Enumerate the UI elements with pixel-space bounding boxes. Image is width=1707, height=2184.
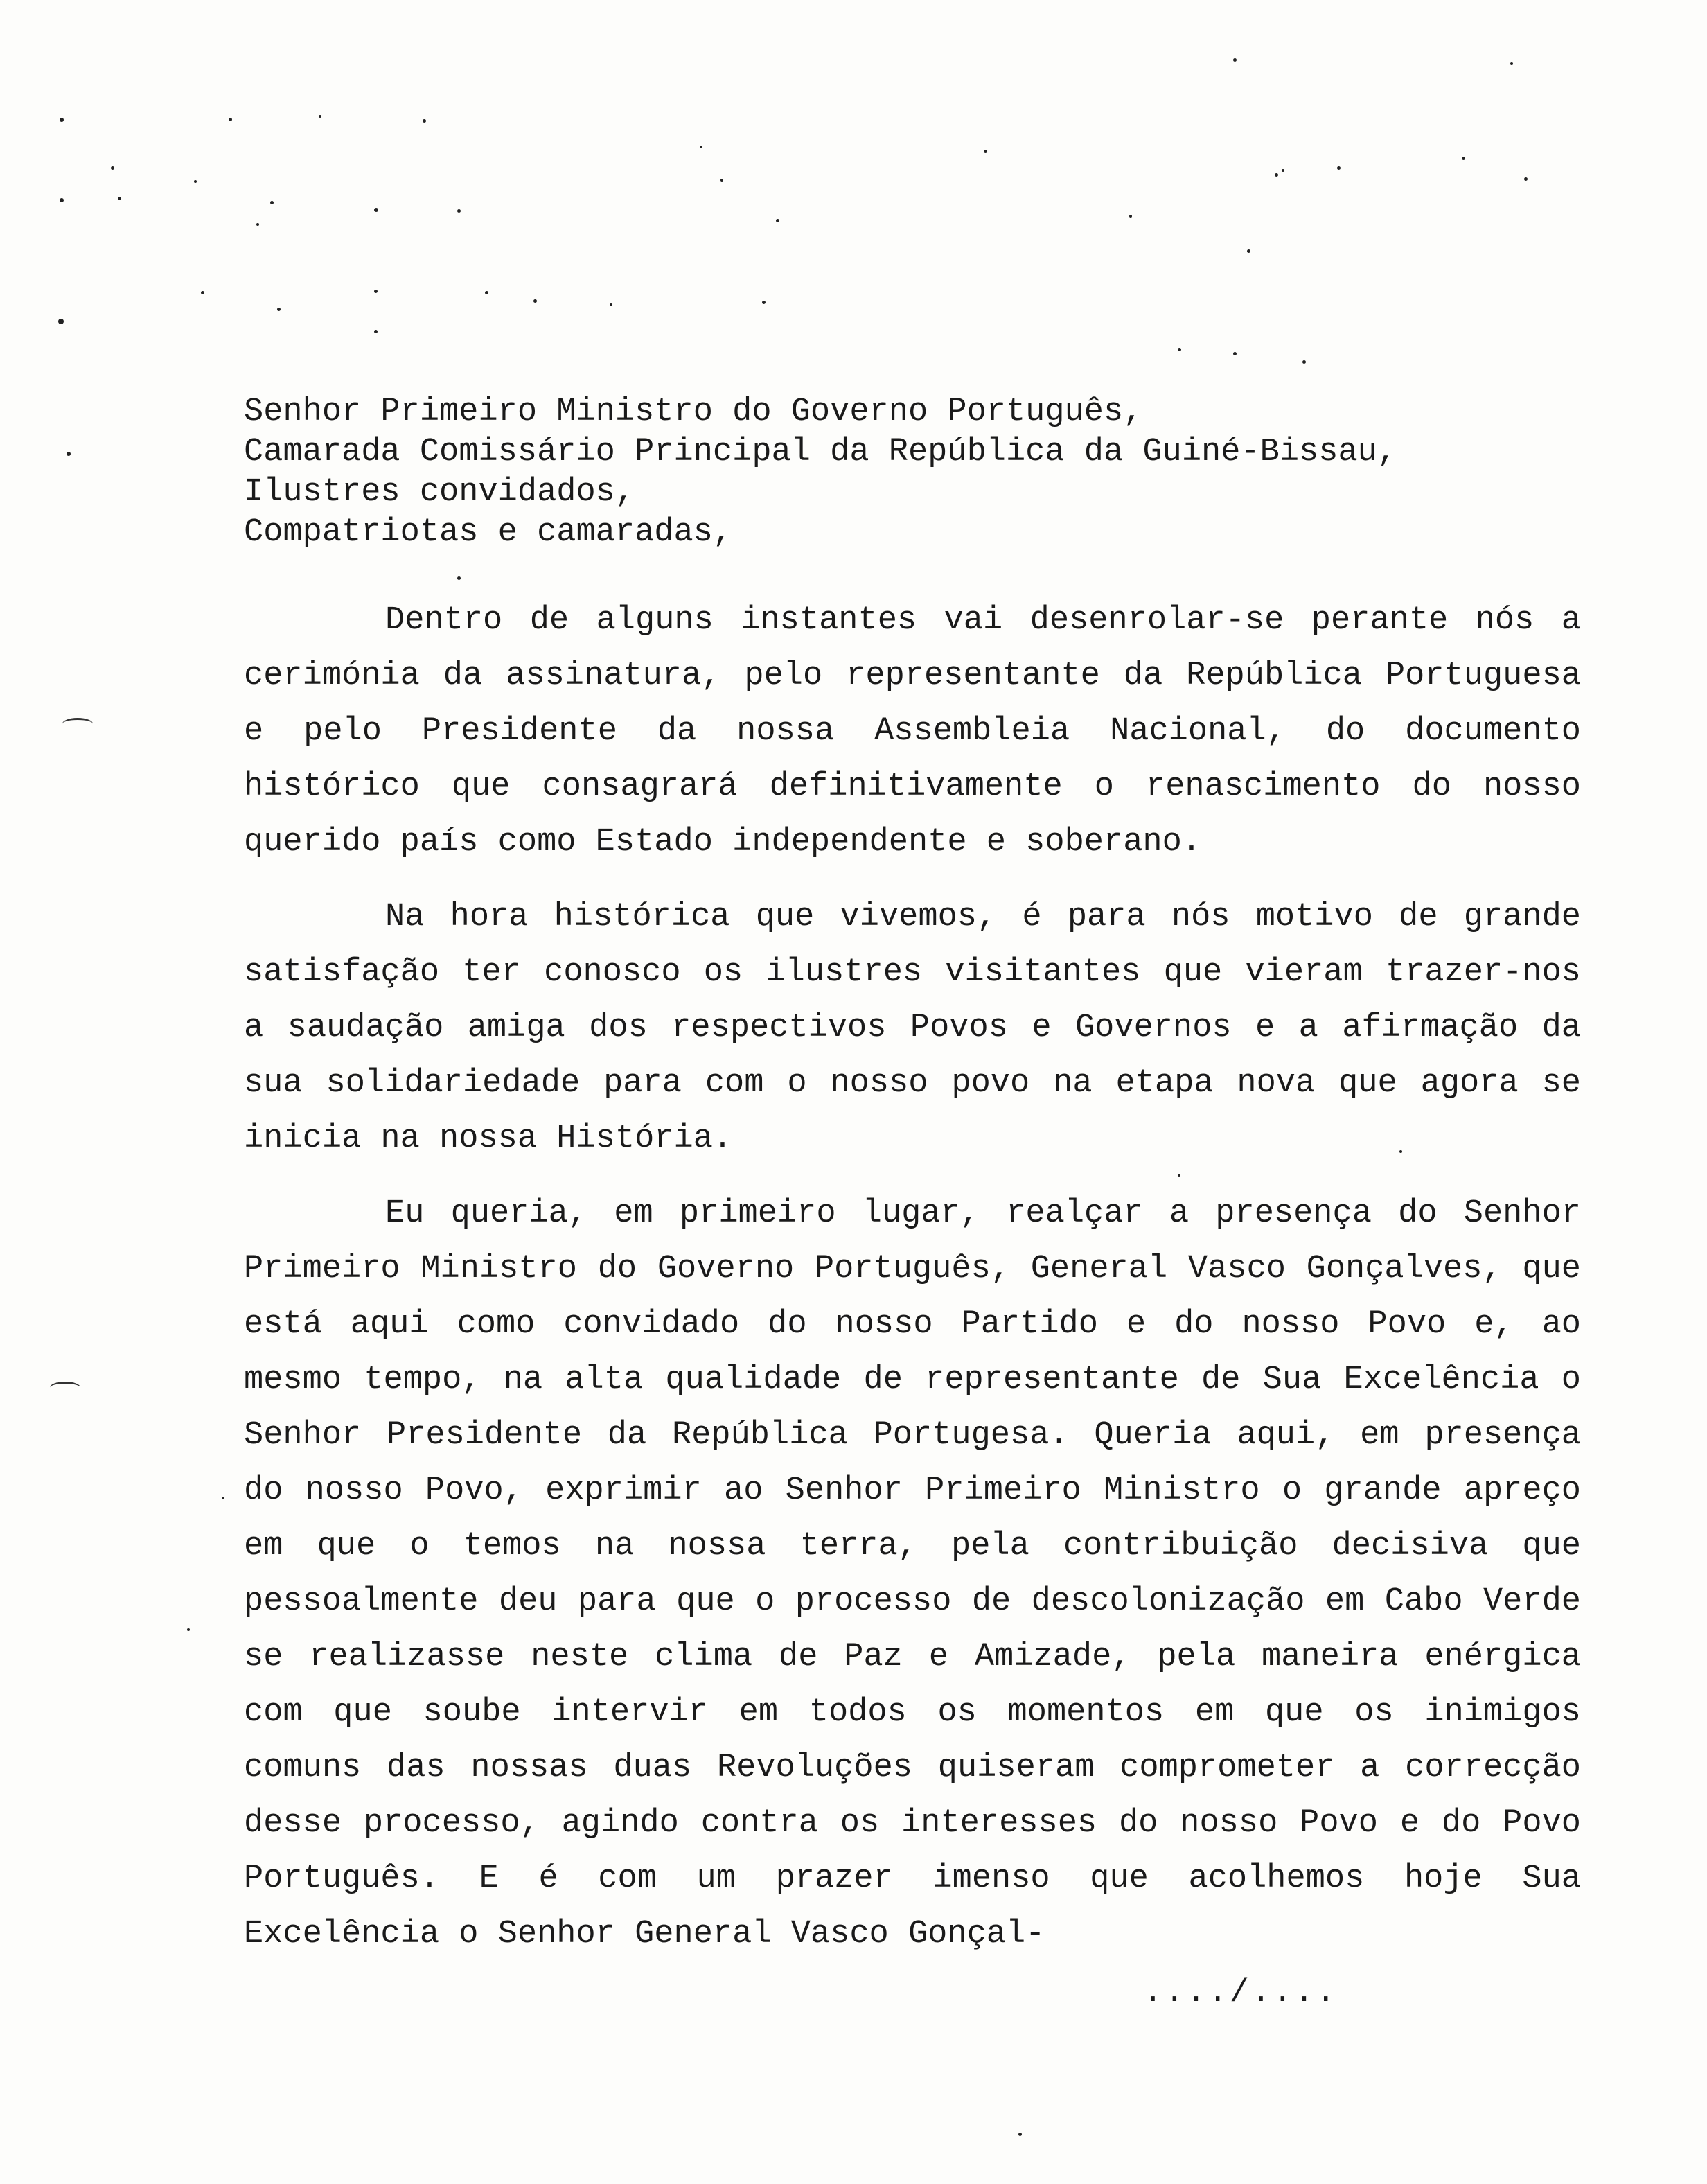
- scan-speck: [1247, 249, 1250, 253]
- salutation-line: Ilustres convidados,: [244, 474, 635, 511]
- scan-speck: [319, 115, 321, 118]
- scan-speck: [610, 303, 612, 306]
- scan-speck: [457, 209, 461, 213]
- scan-speck: [374, 290, 378, 293]
- scan-speck: [1462, 157, 1465, 160]
- scan-speck: [60, 198, 64, 202]
- scan-speck: [1178, 1174, 1180, 1177]
- scan-speck: [720, 179, 723, 182]
- scan-speck: [457, 576, 461, 580]
- salutation-block: [244, 392, 1560, 553]
- margin-mark: [50, 1382, 80, 1393]
- scan-speck: [1129, 215, 1132, 218]
- scan-speck: [762, 301, 766, 304]
- scan-speck: [1233, 352, 1237, 355]
- scan-speck: [187, 1628, 190, 1631]
- paragraph-text: Dentro de alguns instantes vai desenrolar-se perante nós a cerimónia da assinatura, pelo representante da República Portuguesa e pelo Presidente da nossa Assembleia Nacional, do documento histórico que consagrará definitivamente o renascimento do nosso querido país como Estado independente e soberano.: [244, 602, 1581, 861]
- scan-speck: [776, 219, 779, 222]
- paragraph: [244, 890, 1581, 1167]
- scan-speck: [270, 201, 274, 204]
- salutation-line: Compatriotas e camaradas,: [244, 514, 733, 551]
- scan-speck: [374, 330, 378, 333]
- scan-speck: [533, 299, 537, 303]
- scan-speck: [485, 291, 488, 294]
- scan-speck: [1524, 177, 1528, 181]
- scan-speck: [1275, 173, 1278, 177]
- scan-speck: [256, 223, 259, 226]
- scan-speck: [58, 319, 64, 324]
- scan-speck: [1282, 169, 1284, 172]
- margin-mark: [62, 718, 93, 730]
- scan-speck: [201, 291, 204, 294]
- scan-speck: [374, 208, 378, 212]
- scan-speck: [67, 452, 71, 456]
- scan-speck: [1233, 58, 1237, 62]
- scan-speck: [194, 180, 197, 183]
- scan-speck: [1510, 62, 1513, 65]
- continuation-mark: ..../....: [1143, 1975, 1338, 2011]
- scan-speck: [222, 1497, 224, 1499]
- scan-speck: [1178, 348, 1181, 351]
- scan-speck: [984, 150, 987, 153]
- scan-speck: [1302, 360, 1306, 364]
- paragraph-text: Eu queria, em primeiro lugar, realçar a presença do Senhor Primeiro Ministro do Governo Português, General Vasco Gonçalves, que está aqui como convidado do nosso Partido e do nosso Povo e, ao mesmo tempo, na alta qualidade de representante de Sua Excelência o Senhor Presidente da República Portugesa. Queria aqui, em presença do nosso Povo, exprimir ao Senhor Primeiro Ministro o grande apreço em que o temos na nossa terra, pela contribuição decisiva que pessoalmente deu para que o processo de descolonização em Cabo Verde se realizasse neste clima de Paz e Amizade, pela maneira enérgica com que soube intervir em todos os momentos em que os inimigos comuns das nossas duas Revoluções quiseram comprometer a correcção desse processo, agindo contra os interesses do nosso Povo e do Povo Português. E é com um prazer imenso que acolhemos hoje Sua Excelência o Senhor General Vasco Gonçal-: [244, 1195, 1581, 1953]
- scan-speck: [60, 118, 64, 122]
- scan-speck: [1018, 2133, 1022, 2136]
- scan-speck: [111, 166, 114, 170]
- scan-speck: [1337, 166, 1341, 170]
- paragraph-text: Na hora histórica que vivemos, é para nós motivo de grande satisfação ter conosco os ilustres visitantes que vieram trazer-nos a saudação amiga dos respectivos Povos e Governos e a afirmação da sua solidariedade para com o nosso povo na etapa nova que agora se inicia na nossa História.: [244, 899, 1581, 1157]
- scan-speck: [277, 308, 281, 311]
- scan-speck: [700, 146, 702, 148]
- paragraph: [244, 593, 1581, 870]
- scan-speck: [229, 118, 232, 121]
- paragraph: [244, 1186, 1581, 1962]
- scan-speck: [118, 197, 121, 200]
- scan-speck: [423, 119, 426, 123]
- salutation-line: Camarada Comissário Principal da República da Guiné-Bissau,: [244, 434, 1397, 470]
- salutation-line: Senhor Primeiro Ministro do Governo Português,: [244, 394, 1143, 430]
